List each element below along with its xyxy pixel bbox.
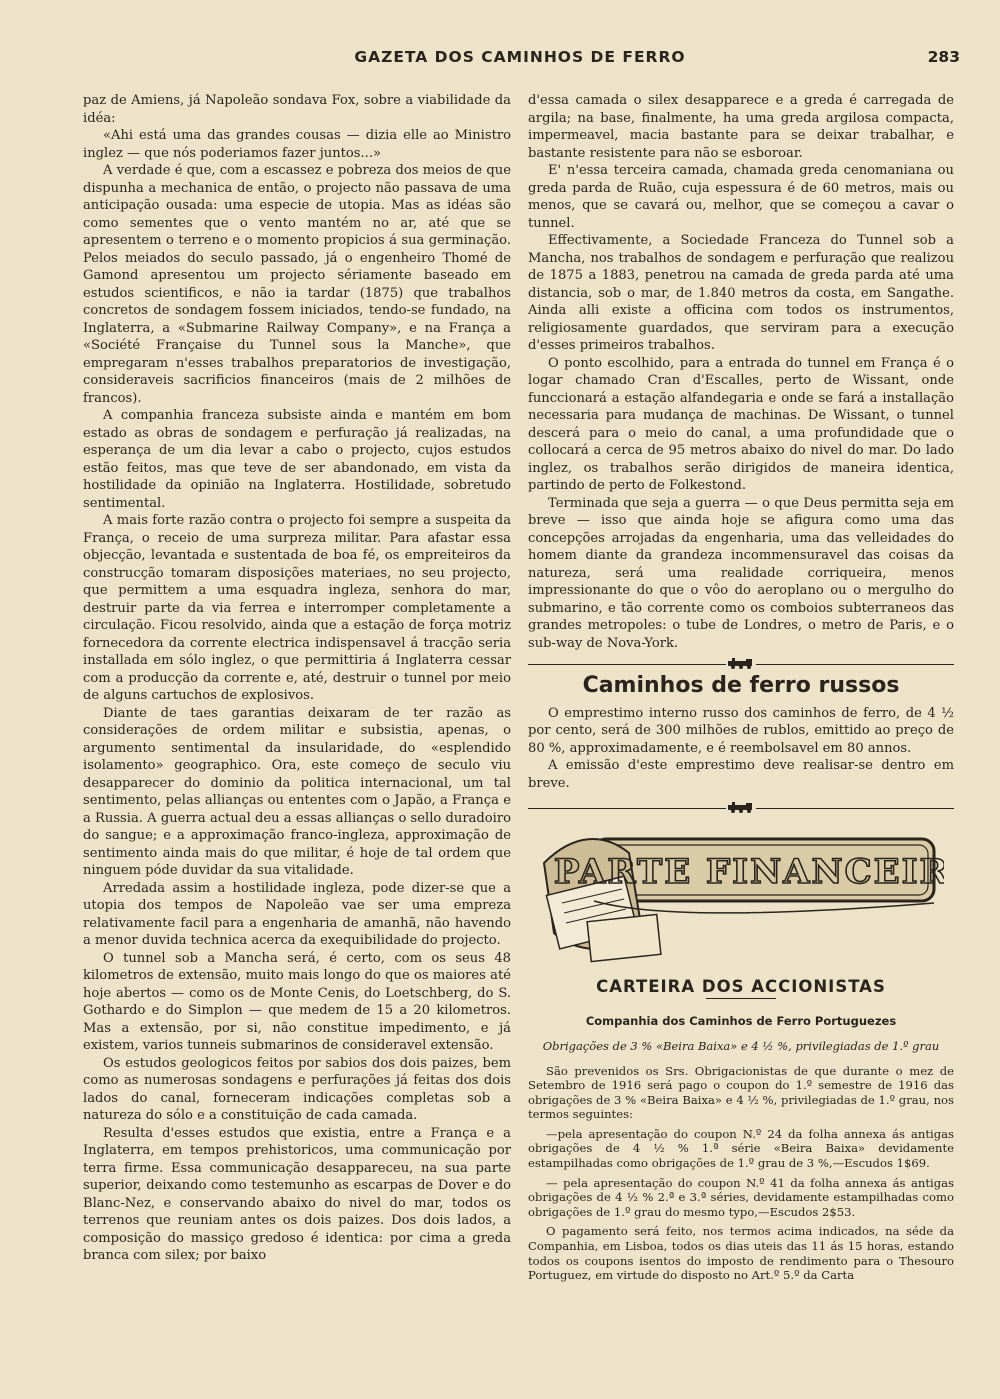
paragraph: d'essa camada o silex desapparece e a greda é carregada de argila; na base, finalmente, ha uma greda argilosa compacta, impermeavel, macia bastante para se deixar trabalhar, e bastante resistente para não se esboroar. [528,93,954,161]
paragraph: — pela apresentação do coupon N.º 41 da folha annexa ás antigas obrigações de 4 ½ % 2.ª e 3.ª séries, devidamente estampilhadas como obrigações de 1.º grau do mesmo typo,—Escudos 2$53. [528,1175,954,1219]
paragraph: O ponto escolhido, para a entrada do tunnel em França é o logar chamado Cran d'Escalles, perto de Wissant, onde funccionará a estação alfandegaria e onde se fará a installação necessaria para mudança de machinas. De Wissant, o tunnel descerá para o meio do canal, a uma profundidade que o collocará a cerca de 95 metros abaixo do nivel do mar. Do lado inglez, os trabalhos serão dirigidos de maneira identica, partindo de perto de Folkestond. [528,355,954,493]
paragraph: Resulta d'esses estudos que existia, entre a França e a Inglaterra, em tempos prehistoricos, uma communicação por terra firme. Essa communicação desappareceu, na sua parte superior, deixando como testemunho as escarpas de Dover e do Blanc-Nez, e conservando abaixo do nivel do mar, todos os terrenos que reuniam antes os dois paizes. Dos dois lados, a composição do massiço gredoso é identica: por cima a greda branca com silex; por baixo [83,1125,511,1263]
right-column [528,92,954,1288]
page-header [80,48,960,72]
paragraph: A verdade é que, com a escassez e pobreza dos meios de que dispunha a mechanica de então, o projecto não passava de uma anticipação ousada: uma especie de utopia. Mas as idéas são como sementes que o vento mantém no ar, até que se apresentem o terreno e o momento propicios á sua germinação. Pelos meiados do seculo passado, já o engenheiro Thomé de Gamond apresentou um projecto sériamente baseado em estudos scientificos, e não ia tardar (1875) que trabalhos concretos de sondagem fossem iniciados, tendo-se fundado, na Inglaterra, a «Submarine Railway Company», e na França a «Société Française du Tunnel sous la Manche», que empregaram n'esses trabalhos preparatorios de investigação, consideraveis sacrificios financeiros (mais de 2 milhões de francos). [83,163,511,406]
banner-title: PARTE FINANCEIRA [553,852,944,892]
paragraph: O pagamento será feito, nos termos acima indicados, na séde da Companhia, em Lisboa, todos os dias uteis das 11 ás 15 horas, estando todos os coupons isentos do imposto de rendimento para o Thesouro Portuguez, em virtude do disposto no Art.º 5.º da Carta [528,1224,954,1283]
section-divider [528,664,954,665]
locomotive-icon [726,658,756,669]
paragraph: Diante de taes garantias deixaram de ter razão as considerações de ordem militar e subsistia, apenas, o argumento sentimental da insularidade, do «esplendido isolamento» geographico. Ora, este começo de seculo viu desapparecer do dominio da politica internacional, um tal sentimento, pelas allianças ou ententes com o Japão, a França e a Russia. A guerra actual deu a essas allianças o sello duradoiro do sangue; e a approximação franco-ingleza, approximação de sentimento ainda mais do que militar, é hoje de tal ordem que ninguem póde duvidar da sua vitalidade. [83,705,511,878]
paragraph: Effectivamente, a Sociedade Franceza do Tunnel sob a Mancha, nos trabalhos de sondagem e perfuração que realizou de 1875 a 1883, penetrou na camada de greda parda até uma distancia, sob o mar, de 1.840 metros da costa, em Sangathe. Ainda alli existe a officina com todos os instrumentos, religiosamente guardados, que serviram para a execução d'esses primeiros trabalhos. [528,233,954,353]
paragraph: O tunnel sob a Mancha será, é certo, com os seus 48 kilometros de extensão, muito mais longo do que os maiores até hoje abertos — como os de Monte Cenis, do Loetschberg, do S. Gothardo e do Simplon — que medem de 15 a 20 kilometros. Mas a extensão, por si, não constitue impedimento, e já existem, varios tunneis submarinos de consideravel extensão. [83,950,511,1053]
locomotive-icon [726,802,756,813]
parte-financeira-banner [534,823,944,968]
paragraph: Terminada que seja a guerra — o que Deus permitta seja em breve — isso que ainda hoje se afigura como uma das concepções arrojadas da engenharia, uma das velleidades do homem diante da grandeza incommensuravel das coisas da natureza, será uma realidade corriqueira, menos impressionante do que o vôo do aeroplano ou o mergulho do submarino, e tão corrente como os comboios subterraneos das grandes metropoles: o tube de Londres, o metro de Paris, e o sub-way de Nova-York. [528,495,954,651]
company-name: Companhia dos Caminhos de Ferro Portuguezes [585,1013,897,1028]
paragraph: Os estudos geologicos feitos por sabios dos dois paizes, bem como as numerosas sondagens e perfurações já feitas dos dois lados do canal, forneceram indicações completas sob a natureza do sólo e a constituição de cada camada. [83,1055,511,1123]
left-column [83,92,511,1265]
paragraph: São prevenidos os Srs. Obrigacionistas de que durante o mez de Setembro de 1916 será pago o coupon do 1.º semestre de 1916 das obrigações de 3 % «Beira Baixa» e 4 ½ %, privilegiadas de 1.º grau, nos termos seguintes: [528,1063,954,1122]
paragraph: A companhia franceza subsiste ainda e mantém em bom estado as obras de sondagem e perfuração já realizadas, na esperança de um dia levar a cabo o projecto, cujos estudos estão feitos, mas que teve de ser abandonado, em vista da hostilidade da opinião na Inglaterra. Hostilidade, sobretudo sentimental. [83,408,511,511]
paragraph: paz de Amiens, já Napoleão sondava Fox, sobre a viabilidade da idéa: [83,93,511,126]
paragraph: —pela apresentação do coupon N.º 24 da folha annexa ás antigas obrigações de 4 ½ % 1.ª série «Beira Baixa» devidamente estampilhadas como obrigações de 1.º grau de 3 %,—Escudos 1$69. [528,1126,954,1171]
paragraph: Arredada assim a hostilidade ingleza, pode dizer-se que a utopia dos tempos de Napoleão vae ser uma empreza relativamente facil para a engenharia de amanhã, não havendo a menor duvida technica acerca da exequibilidade do projecto. [83,880,511,948]
paragraph: E' n'essa terceira camada, chamada greda cenomaniana ou greda parda de Ruão, cuja espessura é de 60 metros, mais ou menos, que se cavará ou, melhor, que se começou a cavar o tunnel. [528,163,954,231]
paragraph: «Ahi está uma das grandes cousas — dizia elle ao Ministro inglez — que nós poderiamos fazer juntos...» [83,128,511,161]
running-title: GAZETA DOS CAMINHOS DE FERRO [354,48,686,66]
section-divider [528,808,954,809]
section-title: Caminhos de ferro russos [582,673,900,698]
carteira-title: CARTEIRA DOS ACCIONISTAS [596,977,886,996]
divider [706,998,776,999]
paragraph: A mais forte razão contra o projecto foi sempre a suspeita da França, o receio de uma surpreza militar. Para afastar essa objecção, levantada e sustentada de boa fé, os empreiteiros da construcção tomaram disposições materiaes, no seu projecto, que permittem a uma esquadra ingleza, senhora do mar, destruir parte da via ferrea e interromper completamente a circulação. Ficou resolvido, ainda que a estação de força motriz fornecedora da corrente electrica indispensavel á tracção seria installada em sólo inglez, o que permittiria á Inglaterra cessar com a producção da corrente e, até, destruir o tunnel por meio de alguns cartuchos de explosivos. [83,513,511,703]
bond-heading: Obrigações de 3 % «Beira Baixa» e 4 ½ %, privilegiadas de 1.º grau [542,1039,940,1053]
paragraph: O emprestimo interno russo dos caminhos de ferro, de 4 ½ por cento, será de 300 milhões de rublos, emittido ao preço de 80 %, approximadamente, e é reembolsavel em 80 annos. [528,705,954,756]
paragraph: A emissão d'este emprestimo deve realisar-se dentro em breve. [528,758,954,791]
notice-text [528,1064,954,1283]
page-number: 283 [927,48,960,66]
